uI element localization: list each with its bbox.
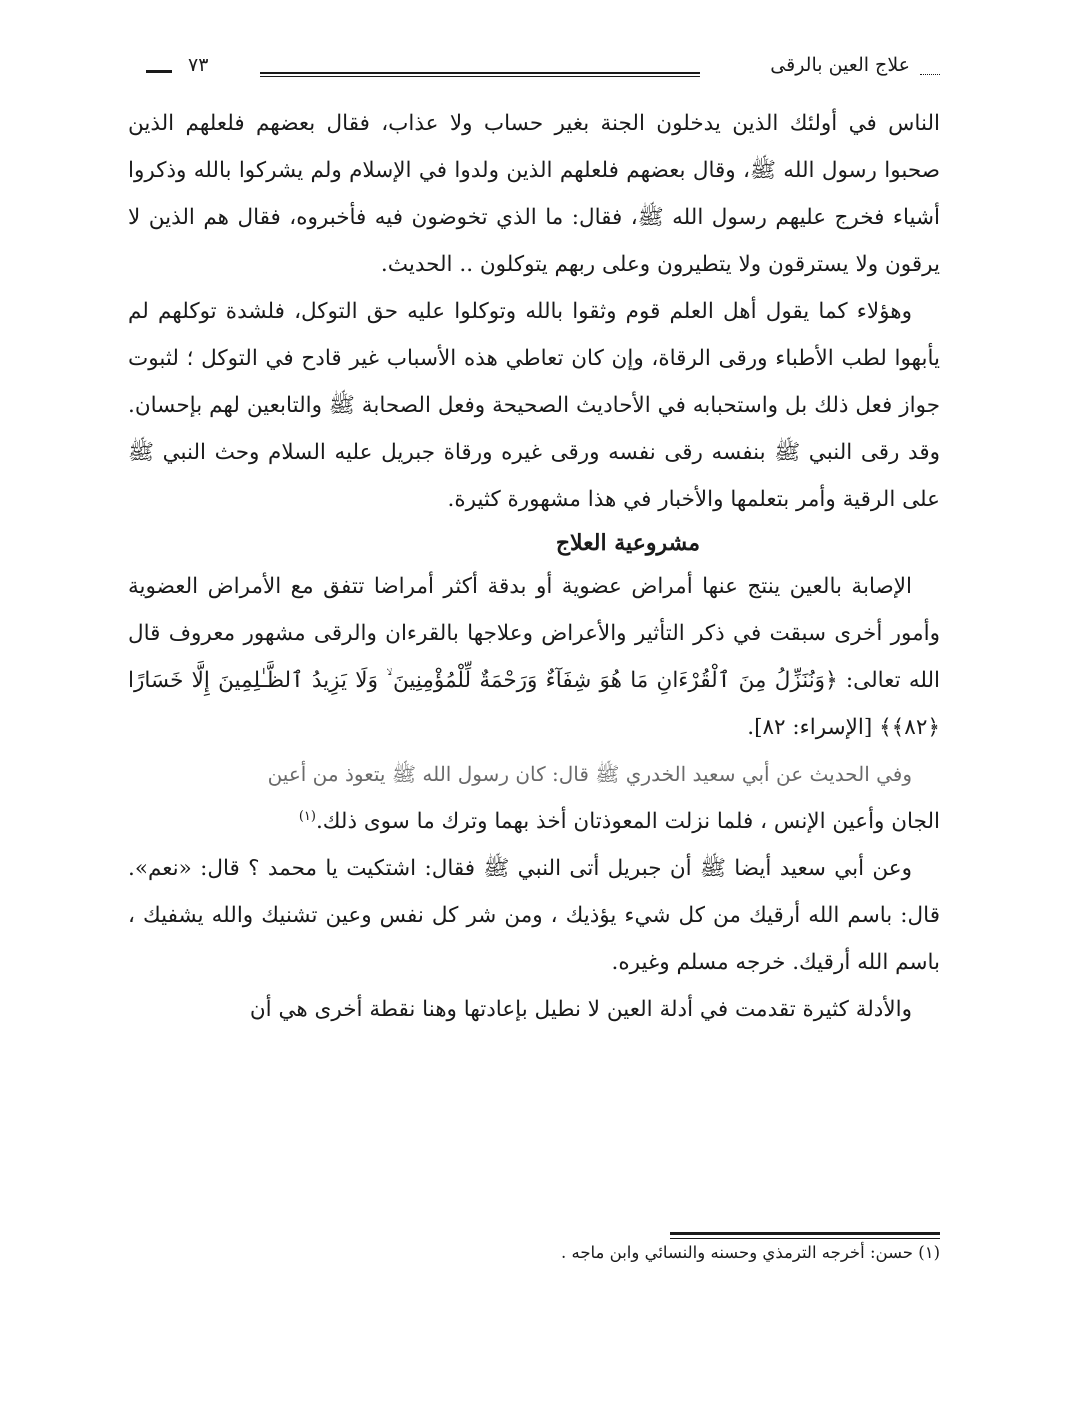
- paragraph-muawwidhatan: [128, 798, 940, 845]
- footnote-reference: (١): [298, 808, 316, 824]
- paragraph-muawwidhatan-text: الجان وأعين الإنس ، فلما نزلت المعوذتان أخذ بهما وترك ما سوى ذلك.: [315, 809, 940, 834]
- header-ornament-left: [146, 70, 172, 73]
- paragraph-treatment: الإصابة بالعين ينتج عنها أمراض عضوية أو بدقة أكثر أمراضا تتفق مع الأمراض العضوية وأمور أخرى سبقت في ذكر التأثير والأعراض وعلاجها بالقرءان والرقى مشهور معروف قال الله تعالى: ﴿وَنُنَزِّلُ مِنَ ٱلْقُرْءَانِ مَا هُوَ شِفَآءٌ وَرَحْمَةٌ لِّلْمُؤْمِنِينَ ۙ وَلَا يَزِيدُ ٱلظَّـٰلِمِينَ إِلَّا خَسَارًا ﴿٨٢﴾﴾ [الإسراء: ٨٢].: [128, 574, 940, 740]
- paragraph-continued: الناس في أولئك الذين يدخلون الجنة بغير حساب ولا عذاب، فقال بعضهم فلعلهم الذين صحبوا رسول الله ﷺ، وقال بعضهم فلعلهم الذين ولدوا في الإسلام ولم يشركوا بالله وذكروا أشياء فخرج عليهم رسول الله ﷺ، فقال: ما الذي تخوضون فيه فأخبروه، فقال هم الذين لا يرقون ولا يسترقون ولا يتطيرون وعلى ربهم يتوكلون .. الحديث.: [128, 111, 940, 277]
- paragraph-hadith-faded: وفي الحديث عن أبي سعيد الخدري ﷺ قال: كان رسول الله ﷺ يتعوذ من أعين: [267, 762, 912, 786]
- main-text: [128, 100, 940, 1033]
- header-rule: [260, 72, 700, 74]
- paragraph-jibril: وعن أبي سعيد أيضا ﷺ أن جبريل أتى النبي ﷺ فقال: اشتكيت يا محمد ؟ قال: «نعم». قال: باسم الله أرقيك من كل شيء يؤذيك ، ومن شر كل نفس وعين تشنيك والله يشفيك ، باسم الله أرقيك. خرجه مسلم وغيره.: [128, 856, 940, 975]
- header-ornament-right: [920, 74, 940, 75]
- paragraph-tawakkul: وهؤلاء كما يقول أهل العلم قوم وثقوا بالله وتوكلوا عليه حق التوكل، فلشدة توكلهم لم يأبهوا لطب الأطباء ورقى الرقاة، وإن كان تعاطي هذه الأسباب غير قادح في التوكل ؛ لثبوت جواز فعل ذلك بل واستحبابه في الأحاديث الصحيحة وفعل الصحابة ﷺ والتابعين لهم بإحسان. وقد رقى النبي ﷺ بنفسه رقى نفسه ورقى غيره ورقاة جبريل عليه السلام وحث النبي ﷺ على الرقية وأمر بتعلمها والأخبار في هذا مشهورة كثيرة.: [128, 299, 940, 512]
- section-heading: مشروعية العلاج: [555, 530, 700, 556]
- footnote: (١) حسن: أخرجه الترمذي وحسنه والنسائي وابن ماجه .: [560, 1243, 940, 1262]
- page-number: ٧٣: [188, 54, 209, 76]
- paragraph-evidence: والأدلة كثيرة تقدمت في أدلة العين لا نطيل بإعادتها وهنا نقطة أخرى هي أن: [249, 997, 912, 1022]
- running-header: [140, 52, 940, 86]
- footnote-rule: [670, 1232, 940, 1235]
- book-title: علاج العين بالرقى: [770, 54, 910, 76]
